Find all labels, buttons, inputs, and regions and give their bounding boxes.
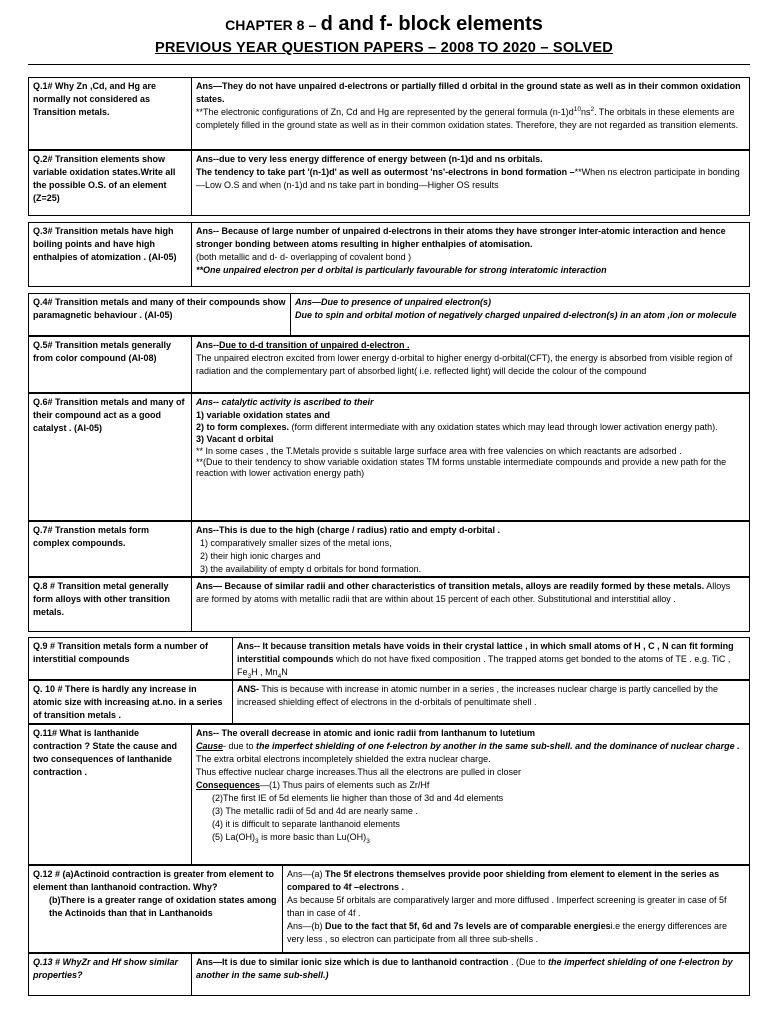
- answer-text: ANS-: [237, 684, 259, 694]
- answer-line: Ans-- The overall decrease in atomic and ionic radii from lanthanum to lutetium: [196, 728, 536, 738]
- qa-block-5: [28, 336, 750, 393]
- subscript: 4: [277, 672, 282, 679]
- question-cell: Q.8 # Transition metal generally form alloys with other transition metals.: [29, 578, 192, 631]
- answer-line: The unpaired electron excited from lower energy d-orbital to higher energy d-orbital(CFT), the energy is absorbed from visible region of radiation and the complementary part of absorbed light( i.e. reflected light) will decide the colour of the compound: [196, 353, 733, 376]
- answer-cell: [291, 294, 749, 335]
- answer-text: which do not have fixed composition . The trapped atoms get bonded to the atoms of TE . e.g. TiC , Fe: [237, 654, 731, 677]
- answer-line: 2) their high ionic charges and: [200, 551, 321, 561]
- qa-block-2: [28, 150, 750, 216]
- answer-cell: [192, 522, 749, 576]
- qa-block-12: [28, 865, 750, 953]
- answer-text: Ans—(b): [287, 921, 326, 931]
- qa-block-8: [28, 577, 750, 632]
- answer-line: [196, 422, 745, 433]
- subscript: 3: [247, 672, 252, 679]
- answer-text: is more basic than Lu(OH): [258, 832, 367, 842]
- answer-cell: [283, 866, 749, 952]
- answer-text: . The orbitals in these elements are completely filled in the ground state as well as in their common oxidation states. Therefore, they are not regarded as transition elements.: [196, 107, 739, 130]
- qa-block-9: [28, 637, 750, 680]
- page-subtitle: PREVIOUS YEAR QUESTION PAPERS – 2008 TO 2020 – SOLVED: [154, 40, 614, 56]
- top-rule: [28, 64, 750, 65]
- answer-text: **The electronic configurations of Zn, Cd and Hg are represented by the general formula (n-1)d: [196, 107, 574, 117]
- question-cell: Q.7# Transtion metals form complex compounds.: [29, 522, 192, 576]
- answer-line: The extra orbital electrons incompletely shielded the extra nuclear charge.: [196, 754, 491, 764]
- answer-line: **(Due to their tendency to show variable oxidation states TM forms unstable intermediate compounds and provide a new path for the reaction with lower activation energy path): [196, 457, 727, 478]
- answer-cell: [192, 725, 749, 864]
- answer-text: Ans—It is due to similar ionic size which is due to lanthanoid contraction: [196, 957, 509, 967]
- question-cell: Q. 10 # There is hardly any increase in atomic size with increasing at.no. in a series of transition metals .: [29, 681, 233, 723]
- answer-cell: [192, 578, 749, 631]
- answer-text: Ans— Because of similar radii and other characteristics of transition metals, alloys are readily formed by these metals.: [196, 581, 705, 591]
- answer-line: [196, 166, 745, 192]
- answer-text: **When ns electron participate in bonding—Low O.S and when (n-1)d and ns take part in bonding—Higher OS results: [196, 167, 740, 190]
- qa-block-6: [28, 393, 750, 521]
- answer-line: Thus effective nuclear charge increases.Thus all the electrons are pulled in closer: [196, 767, 522, 777]
- answer-line: 1) variable oxidation states and: [196, 410, 331, 420]
- answer-line: (2)The first IE of 5d elements lie higher than those of 3d and 4d elements: [212, 793, 504, 803]
- answer-line: [196, 956, 745, 982]
- answer-text: Ans-- It because transition metals have voids in their crystal lattice , in which small atoms of H , C , N can fit forming interstitial compounds: [237, 641, 734, 664]
- answer-text: (5) La(OH): [212, 832, 256, 842]
- answer-line: [287, 868, 745, 894]
- answer-line: Ans—They do not have unpaired d-electrons or partially filled d orbital in the ground state as well as in their common oxidation states.: [196, 81, 741, 104]
- answer-cell: [192, 151, 749, 215]
- qa-block-1: [28, 77, 750, 150]
- question-cell: Q.13 # WhyZr and Hf show similar properties?: [29, 954, 192, 995]
- chapter-title: d and f- block elements: [320, 13, 543, 35]
- superscript: 10: [573, 106, 581, 113]
- answer-text: i.e the energy differences are very less , so electron can participate from all three sub-shells .: [287, 921, 728, 944]
- question-cell: Q.6# Transition metals and many of their compound act as a good catalyst . (AI-05): [29, 394, 192, 520]
- answer-text: Due to d-d transition of unpaired d-electron .: [219, 340, 410, 350]
- answer-text: Due to the fact that 5f, 6d and 7s levels are of comparable energies: [325, 921, 611, 931]
- superscript: 2: [590, 106, 595, 113]
- answer-line: [196, 779, 745, 792]
- answer-text: Consequences: [196, 780, 261, 790]
- answer-text: Ans—(a): [287, 869, 326, 879]
- answer-line: Ans--This is due to the high (charge / radius) ratio and empty d-orbital .: [196, 525, 501, 535]
- qa-block-3: [28, 222, 750, 287]
- answer-line: [196, 740, 745, 753]
- question-cell: Q.1# Why Zn ,Cd, and Hg are normally not considered as Transition metals.: [29, 78, 192, 149]
- subscript: 3: [366, 837, 370, 845]
- qa-block-10: [28, 680, 750, 724]
- question-cell: Q.11# What is lanthanide contraction ? State the cause and two consequences of lanthanide contraction .: [29, 725, 192, 864]
- answer-line: (3) The metallic radii of 5d and 4d are nearly same .: [212, 806, 418, 816]
- answer-cell: [233, 681, 749, 723]
- answer-line: Ans—Due to presence of unpaired electron(s): [295, 297, 492, 307]
- answer-text: - due to: [223, 741, 257, 751]
- answer-text: Ans--: [196, 340, 219, 350]
- answer-line: [196, 339, 745, 352]
- answer-text: H , Mn: [251, 667, 278, 677]
- answer-line: Ans-- catalytic activity is ascribed to their: [196, 397, 374, 407]
- answer-text: Alloys are formed by atoms with metallic radii that are within about 15 percent of each other. Substitutional and interstitial alloy .: [196, 581, 731, 604]
- answer-line: ** In some cases , the T.Metals provide s suitable large surface area with free valencies on which reactants are adsorbed .: [196, 446, 682, 456]
- chapter-label: CHAPTER 8: [225, 17, 305, 33]
- answer-line: 1) comparatively smaller sizes of the metal ions,: [200, 538, 392, 548]
- answer-text: N: [281, 667, 288, 677]
- question-part-b: (b)There is a greater range of oxidation states among the Actinoids than that in Lanthanoids: [49, 895, 277, 918]
- answer-cell: [192, 337, 749, 392]
- answer-line: (4) it is difficult to separate lanthanoid elements: [212, 819, 400, 829]
- chapter-separator: –: [308, 17, 317, 33]
- qa-block-13: [28, 953, 750, 996]
- answer-cell: [192, 78, 749, 149]
- question-cell: Q.9 # Transition metals form a number of interstitial compounds: [29, 638, 233, 679]
- answer-cell: [192, 954, 749, 995]
- question-cell: Q.2# Transition elements show variable oxidation states.Write all the possible O.S. of an element (Z=25): [29, 151, 192, 215]
- question-cell: [29, 866, 283, 952]
- answer-cell: [192, 394, 749, 520]
- answer-cell: [192, 223, 749, 286]
- answer-text: —(1) Thus pairs of elements such as Zr/Hf: [260, 780, 430, 790]
- answer-line: [196, 580, 745, 606]
- answer-line: [196, 106, 745, 132]
- chapter-heading: [0, 12, 768, 38]
- answer-text: . (Due to: [508, 957, 549, 967]
- answer-line: [237, 683, 745, 709]
- subscript: 3: [255, 837, 259, 845]
- answer-text: This is because with increase in atomic number in a series , the increases nuclear charge is partly cancelled by the increased shielding effect of electrons in the d-orbitals of penultimate shell .: [237, 684, 719, 707]
- qa-block-11: [28, 724, 750, 865]
- answer-line: Due to spin and orbital motion of negatively charged unpaired d-electron(s) in an atom ,ion or molecule: [295, 310, 737, 320]
- answer-line: [287, 920, 745, 946]
- answer-text: the imperfect shielding of one f-electron by another in the same sub-shell.): [196, 957, 733, 980]
- question-cell: Q.5# Transition metals generally from color compound (AI-08): [29, 337, 192, 392]
- answer-line: Ans-- Because of large number of unpaired d-electrons in their atoms they have stronger inter-atomic interaction and hence stronger bonding between atoms resulting in higher enthalpies of atomisation.: [196, 226, 726, 249]
- answer-text: 2) to form complexes.: [196, 422, 290, 432]
- answer-text: the imperfect shielding of one f-electron by another in the same sub-shell. and the dominance of nuclear charge .: [256, 741, 740, 751]
- answer-text: The tendency to take part '(n-1)d' as well as outermost 'ns'-electrons in bond formation –: [196, 167, 575, 177]
- question-cell: Q.4# Transition metals and many of their compounds show paramagnetic behaviour . (AI-05): [29, 294, 291, 335]
- answer-cell: [233, 638, 749, 679]
- answer-line: (both metallic and d- d- overlapping of covalent bond ): [196, 252, 412, 262]
- answer-line: 3) the availability of empty d orbitals for bond formation.: [200, 564, 422, 574]
- question-part-a: Q.12 # (a)Actinoid contraction is greater from element to element than lanthanoid contraction. Why?: [33, 869, 275, 892]
- answer-line: **One unpaired electron per d orbital is particularly favourable for strong interatomic interaction: [196, 265, 607, 275]
- answer-text: The 5f electrons themselves provide poor shielding from element to element in the series as compared to 4f –electrons .: [287, 869, 720, 892]
- answer-line: As because 5f orbitals are comparatively larger and more diffused . Imperfect screening is greater in case of 5f than in case of 4f .: [287, 895, 727, 918]
- answer-line: 3) Vacant d orbital: [196, 434, 274, 444]
- question-cell: Q.3# Transition metals have high boiling points and have high enthalpies of atomization . (AI-05): [29, 223, 192, 286]
- qa-block-4: [28, 293, 750, 336]
- answer-line: Ans--due to very less energy difference of energy between (n-1)d and ns orbitals.: [196, 154, 543, 164]
- answer-text: ns: [580, 107, 591, 117]
- answer-line: [237, 640, 745, 679]
- answer-line: [196, 831, 745, 844]
- answer-text: Cause: [196, 741, 224, 751]
- qa-block-7: [28, 521, 750, 577]
- answer-text: (form different intermediate with any oxidation states which may lead through lower activation energy path).: [289, 422, 718, 432]
